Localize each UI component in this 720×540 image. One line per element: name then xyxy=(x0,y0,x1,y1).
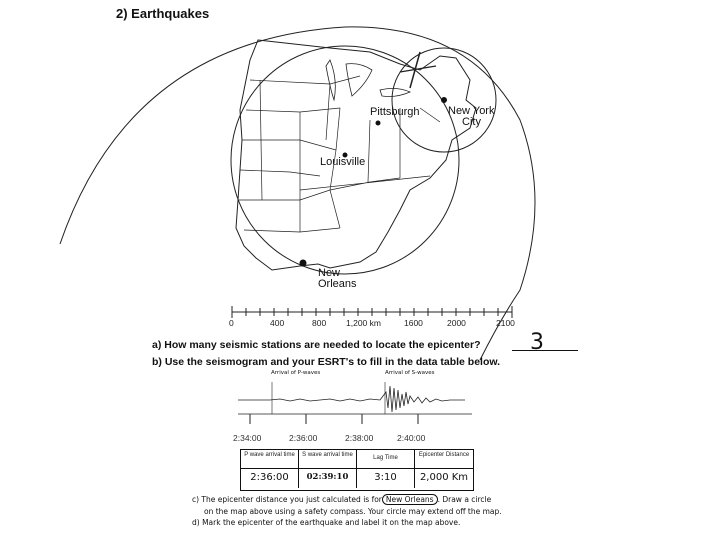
map-outline xyxy=(236,40,476,270)
table-header-cell: Lag Time xyxy=(357,450,415,469)
data-table xyxy=(240,449,474,491)
table-header-cell: Epicenter Distance xyxy=(415,450,473,469)
note-c-pre: c) The epicenter distance you just calculated is for xyxy=(192,495,382,504)
state-lines xyxy=(238,76,440,232)
table-value-cell: 2:36:00 xyxy=(241,469,299,488)
city-label-city: City xyxy=(462,116,481,128)
time-tick: 2:34:00 xyxy=(233,433,262,443)
city-label-new: New xyxy=(318,267,341,279)
scale-label: 800 xyxy=(312,318,327,328)
note-c-post: . Draw a circle xyxy=(437,495,492,504)
city-label-new-york: New York xyxy=(448,105,495,117)
table-header-cell: P wave arrival time xyxy=(241,450,299,469)
great-lakes xyxy=(326,60,410,100)
note-d: d) Mark the epicenter of the earthquake and label it on the map above. xyxy=(192,518,461,527)
arrival-p-label: Arrival of P-waves xyxy=(271,370,321,376)
time-tick: 2:38:00 xyxy=(345,433,374,443)
scale-label: 1600 xyxy=(404,318,423,328)
seismogram xyxy=(230,378,480,432)
new-orleans-dot xyxy=(300,260,307,267)
scale-label: 2000 xyxy=(447,318,466,328)
note-c-line1 xyxy=(192,495,491,505)
city-label-louisville: Louisville xyxy=(320,156,366,168)
answer-line xyxy=(512,350,578,351)
scale-label: 0 xyxy=(229,318,234,328)
table-value-cell: 3:10 xyxy=(357,469,415,488)
table-header-cell: S wave arrival time xyxy=(299,450,357,469)
new-york-dot xyxy=(441,97,447,103)
scale-label: 2100 xyxy=(496,318,515,328)
city-label-orleans: Orleans xyxy=(318,278,357,290)
new-orleans-distance-arc xyxy=(60,27,535,360)
note-c-line2: on the map above using a safety compass. Your circle may extend off the map. xyxy=(204,507,502,516)
pittsburgh-dot xyxy=(376,121,381,126)
time-tick: 2:36:00 xyxy=(289,433,318,443)
table-value-cell: 02:39:10 xyxy=(299,469,357,488)
question-b: b) Use the seismogram and your ESRT's to fill in the data table below. xyxy=(152,356,501,368)
answer-a: 3 xyxy=(530,330,544,355)
note-c-city: New Orleans xyxy=(382,494,438,505)
arrival-s-label: Arrival of S-waves xyxy=(385,370,435,376)
question-a: a) How many seismic stations are needed to locate the epicenter? xyxy=(152,339,481,351)
time-tick: 2:40:00 xyxy=(397,433,426,443)
section-title: 2) Earthquakes xyxy=(116,6,210,21)
scale-label: 400 xyxy=(270,318,285,328)
table-value-cell: 2,000 Km xyxy=(419,472,469,483)
city-label-pittsburgh: Pittsburgh xyxy=(370,106,420,118)
scale-label: 1,200 km xyxy=(346,318,381,328)
